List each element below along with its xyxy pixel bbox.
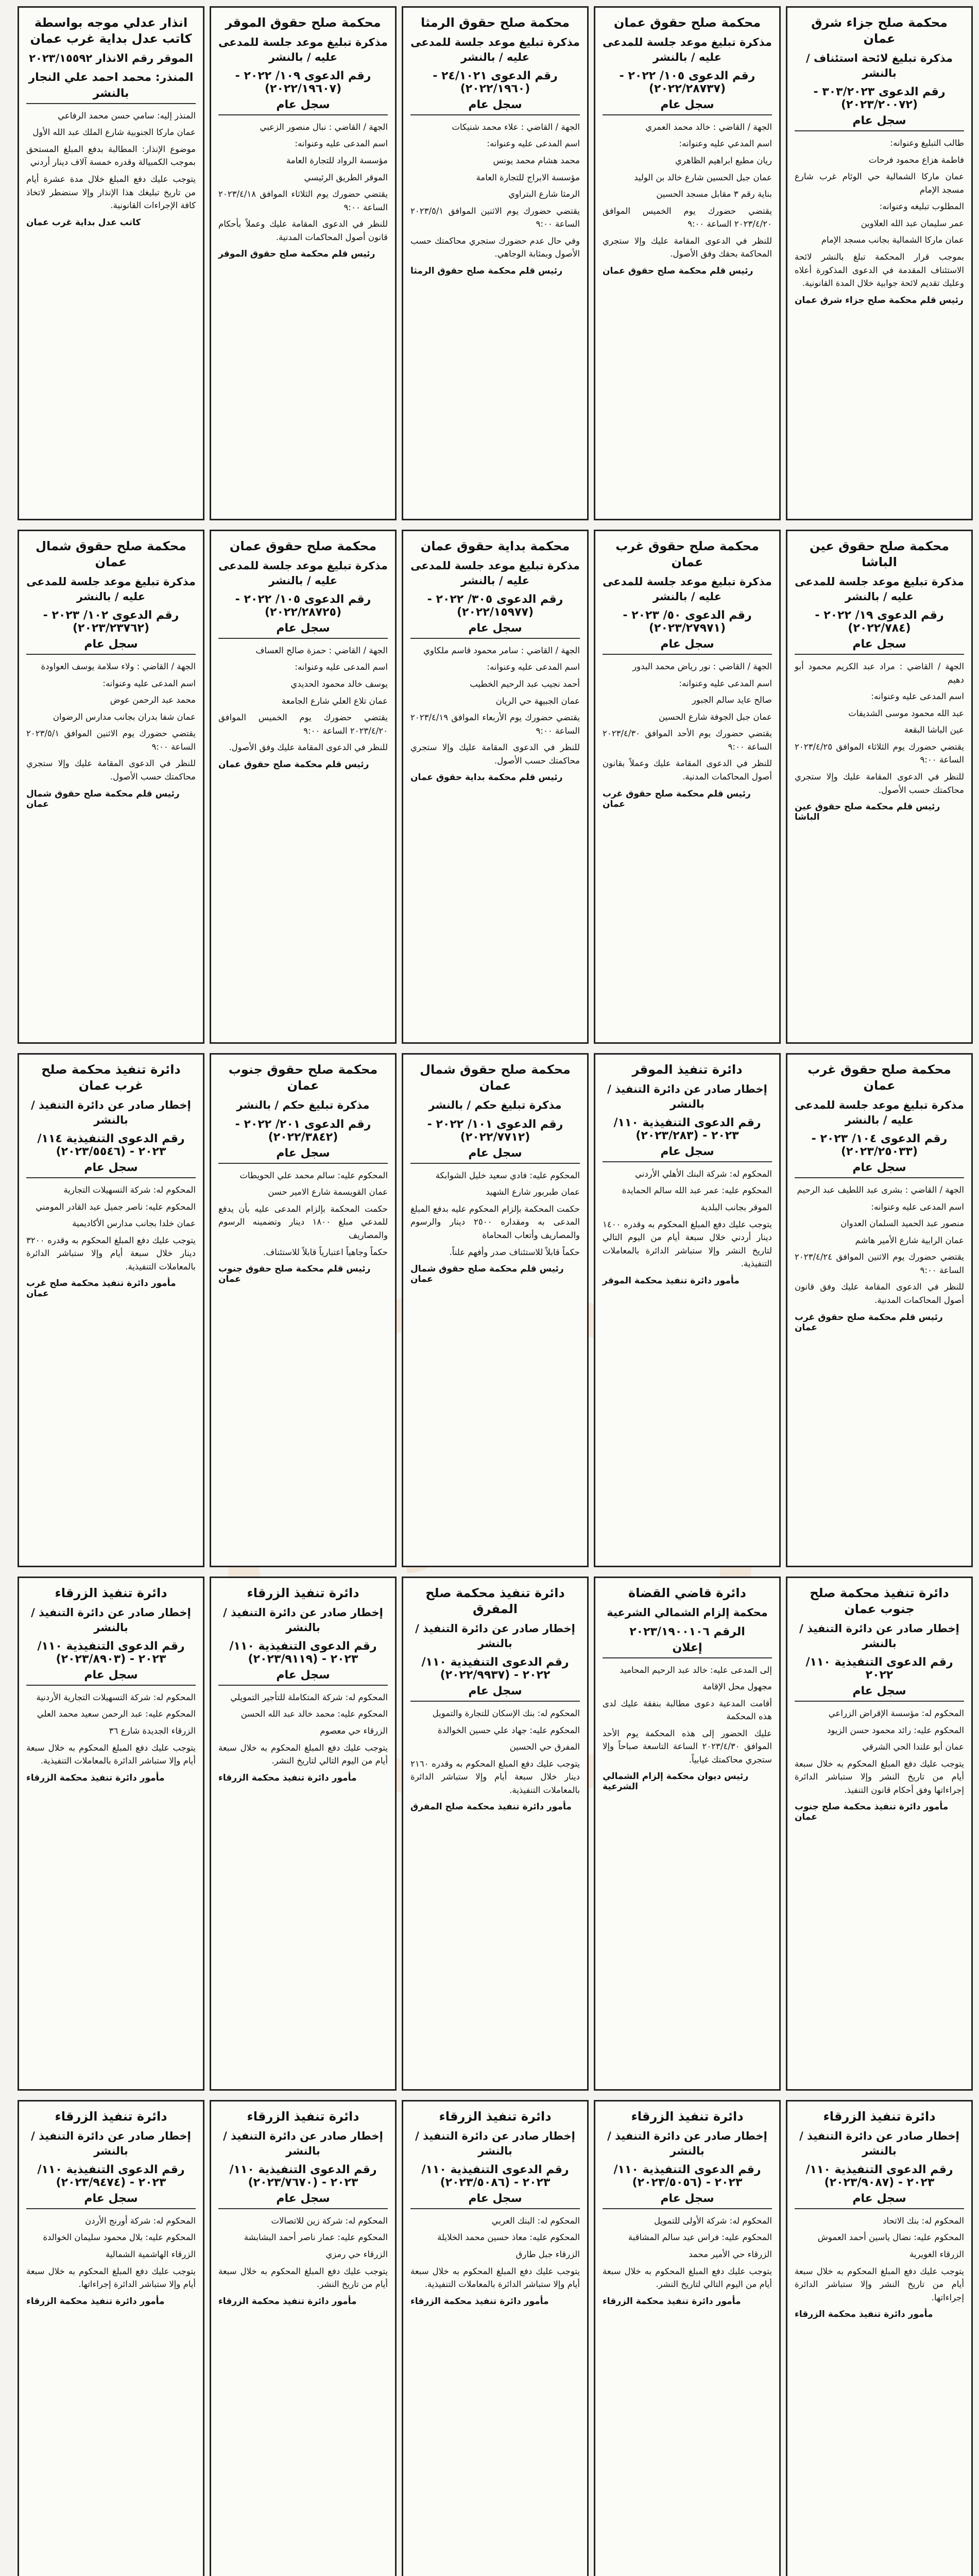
notice-court: دائرة تنفيذ الزرقاء: [55, 2109, 167, 2124]
notice-court: دائرة تنفيذ الزرقاء: [247, 2109, 359, 2124]
notice-register: سجل عام: [218, 2192, 388, 2209]
notice-line: للنظر في الدعوى المقامة عليك وإلا ستجري محاكمتك حسب الأصول.: [795, 772, 964, 795]
notice-case-number: رقم الدعوى ١٠٩/ ٢٠٢٢ - (٢٠٢٢/١٩٦٠٧): [235, 69, 371, 95]
notice-line: يتوجب عليك دفع المبلغ المحكوم به خلال سبعة أيام من اليوم التالي لتاريخ النشر.: [218, 1742, 388, 1766]
notice-register: سجل عام: [218, 622, 388, 639]
notice-case-number: رقم الدعوى ١٠١/ ٢٠٢٢ - (٢٠٢٢/٧٧١٢): [427, 1117, 563, 1144]
notice-case-number: رقم الدعوى التنفيذية ١١٠/ ٢٠٢٣ - (٢٠٢٣/٧٦٧٠): [229, 2163, 377, 2189]
notice-line: المحكوم له: شركة التسهيلات التجارية الأردنية: [36, 1692, 196, 1702]
notice-subject: إخطار صادر عن دائرة التنفيذ / بالنشر: [799, 1622, 959, 1650]
notice-line: للنظر في الدعوى المقامة عليك وعملاً بأحكام قانون أصول المحاكمات المدنية.: [218, 219, 388, 242]
notice-subject: إخطار صادر عن دائرة التنفيذ / بالنشر: [31, 1099, 191, 1126]
notice-line: طالب التبليغ وعنوانه:: [890, 138, 964, 148]
notice-line: صالح عايد سالم الجبور: [692, 695, 772, 705]
notice-line: يتوجب عليك دفع المبلغ المحكوم به خلال سبعة أيام من تاريخ النشر.: [218, 2266, 388, 2290]
notice-line: يتوجب عليك دفع المبلغ المحكوم به خلال سبعة أيام وإلا ستباشر الدائرة إجراءاتها.: [26, 2266, 196, 2290]
notice-signature: رئيس قلم محكمة صلح حقوق غرب عمان: [795, 1312, 943, 1333]
notice-line: عمان تلاع العلي شارع الجامعة: [281, 696, 388, 706]
notice-line: يتوجب عليك دفع المبلغ المحكوم به وقدره ٣٢٠٠ دينار خلال سبعة أيام وإلا ستباشر الدائرة بالمعاملات التنفيذية.: [26, 1235, 196, 1272]
notice-line: يتوجب عليك دفع المبلغ المحكوم به خلال سبعة أيام وإلا ستباشر الدائرة بالمعاملات التنفيذية.: [26, 1742, 196, 1766]
notice-subject: إخطار صادر عن دائرة التنفيذ / بالنشر: [415, 2130, 575, 2157]
notice-case-number: الرقم ٢٠٢٣/١٩٠٠١٠٦: [629, 1625, 745, 1638]
legal-notice: [786, 1577, 973, 2091]
notice-court: محكمة صلح حقوق الرمثا: [420, 15, 570, 30]
notice-signature: مأمور دائرة تنفيذ محكمة الموقر: [603, 1275, 740, 1286]
notice-line: المحكوم له: شركة الأولى للتمويل: [654, 2215, 772, 2226]
notice-subject: مذكرة تبليغ موعد جلسة للمدعى عليه / بالنشر: [410, 36, 580, 63]
notice-register: سجل عام: [795, 2192, 964, 2209]
notice-subject: مذكرة تبليغ موعد جلسة للمدعى عليه / بالنشر: [603, 36, 772, 63]
notice-signature: مأمور دائرة تنفيذ محكمة الزرقاء: [218, 1772, 357, 1783]
notice-line: المحكوم له: بنك الاتحاد: [883, 2215, 964, 2226]
notice-case-number: رقم الدعوى ٢٠١/ ٢٠٢٢ - (٢٠٢٢/٣٨٤٢): [235, 1117, 371, 1144]
notice-line: عمان ماركا الجنوبية شارع الملك عبد الله الأول: [32, 127, 196, 138]
notice-line: الجهة / القاضي : خالد محمد العمري: [645, 122, 772, 132]
legal-notice: [402, 1577, 589, 2091]
notice-subject: مذكرة تبليغ لائحة استئناف / بالنشر: [806, 52, 953, 79]
notice-register: سجل عام: [218, 1669, 388, 1686]
notice-court: محكمة صلح حقوق عين الباشا: [810, 539, 949, 570]
notice-line: اسم المدعى عليه وعنوانه:: [487, 662, 580, 672]
notice-line: بناية رقم ٣ مقابل مسجد الحسين: [656, 189, 772, 199]
notice-line: الزرقاء حي معصوم: [320, 1726, 388, 1736]
notice-line: عمان شفا بدران بجانب مدارس الرضوان: [53, 711, 196, 722]
notice-line: يقتضي حضورك يوم الثلاثاء الموافق ٢٠٢٣/٤/١٨ الساعة ٩:٠٠: [218, 189, 388, 212]
notice-line: للنظر في الدعوى المقامة عليك وإلا ستجري المحاكمة بحقك وفق الأصول.: [603, 235, 772, 259]
notice-court: محكمة صلح حقوق جنوب عمان: [228, 1062, 378, 1093]
notice-case-number: رقم الدعوى التنفيذية ١١٠/ ٢٠٢٣ - (٢٠٢٣/٨٩٠٣): [37, 1639, 185, 1666]
notice-line: موضوع الإنذار: المطالبة بدفع المبلغ المستحق بموجب الكمبيالة وقدره خمسة آلاف دينار أردني: [26, 144, 196, 167]
notice-subject: مذكرة تبليغ موعد جلسة للمدعى عليه / بالنشر: [218, 560, 388, 587]
legal-notice: [786, 6, 973, 520]
notice-line: يقتضي حضورك يوم الاثنين الموافق ٢٠٢٣/٤/٢٤ الساعة ٩:٠٠: [795, 1252, 964, 1275]
notice-register: سجل عام: [410, 1147, 580, 1164]
notice-court: محكمة بداية حقوق عمان: [420, 539, 570, 553]
notice-court: محكمة صلح حقوق غرب عمان: [615, 539, 759, 570]
notice-line: المحكوم له: شركة أورنج الأردن: [85, 2215, 196, 2226]
notice-register: سجل عام: [26, 2192, 196, 2209]
notice-signature: مأمور دائرة تنفيذ محكمة الزرقاء: [26, 1772, 165, 1783]
notice-signature: مأمور دائرة تنفيذ محكمة الزرقاء: [795, 2309, 933, 2320]
notice-register: بالنشر: [26, 87, 196, 104]
notice-line: الجهة / القاضي : علاء محمد شنيكات: [452, 122, 580, 132]
notice-line: منصور عبد الحميد السلمان العدوان: [840, 1218, 964, 1229]
notice-signature: مأمور دائرة تنفيذ محكمة صلح جنوب عمان: [795, 1802, 949, 1823]
notice-court: دائرة تنفيذ الزرقاء: [823, 2109, 936, 2124]
notice-line: ريان مطيع ابراهيم الظاهري: [675, 156, 772, 165]
notice-signature: رئيس قلم محكمة صلح حقوق عين الباشا: [795, 802, 940, 823]
notice-line: الجهة / القاضي : ولاء سلامة يوسف العواودة: [41, 662, 196, 672]
notice-line: يقتضي حضورك يوم الاثنين الموافق ٢٠٢٣/٥/١ الساعة ٩:٠٠: [410, 206, 580, 229]
notice-line: عمان أبو علندا الحي الشرقي: [862, 1742, 964, 1752]
notice-line: يتوجب عليك دفع المبلغ المحكوم به وقدره ٢١٦٠ دينار خلال سبعة أيام وإلا ستباشر الدائرة بالمعاملات التنفيذية.: [410, 1758, 580, 1795]
notice-case-number: رقم الدعوى ١٠٥/ ٢٠٢٢ - (٢٠٢٢/٢٨٧٣٧): [619, 69, 755, 95]
notice-line: حكمت المحكمة بإلزام المحكوم عليه بدفع المبلغ المدعى به ومقداره ٢٥٠٠ دينار والرسوم والمصاريف وأتعاب المحاماة: [410, 1204, 580, 1240]
notice-line: الزرقاء الجديدة شارع ٣٦: [109, 1726, 196, 1736]
notice-line: فاطمة هزاع محمود فرحات: [868, 155, 964, 165]
notice-signature: رئيس قلم محكمة صلح حقوق شمال عمان: [410, 1264, 564, 1285]
notice-court: محكمة صلح حقوق الموقر: [225, 15, 381, 30]
notice-line: يقتضي حضورك يوم الأحد الموافق ٢٠٢٣/٤/٣٠ الساعة ٩:٠٠: [603, 728, 772, 752]
notice-register: سجل عام: [410, 98, 580, 115]
notice-court: دائرة تنفيذ الزرقاء: [247, 1586, 359, 1600]
notice-line: الموقر الطريق الرئيسي: [304, 172, 388, 182]
legal-notice: [594, 1577, 781, 2091]
notice-line: المحكوم عليه: محمد خالد عبد الله الحسن: [241, 1709, 388, 1719]
notice-signature: مأمور دائرة تنفيذ محكمة الزرقاء: [410, 2296, 549, 2307]
notice-subject: الموقر رقم الانذار ٢٠٢٣/١٥٥٩٢: [29, 52, 193, 65]
notice-line: المفرق حي الحسين: [509, 1742, 580, 1752]
legal-notice: [594, 530, 781, 1044]
notice-subject: مذكرة تبليغ حكم / بالنشر: [236, 1099, 370, 1112]
legal-notice: [210, 1577, 397, 2091]
notice-court: دائرة تنفيذ محكمة صلح جنوب عمان: [810, 1586, 949, 1617]
notice-line: المحكوم عليه: عبد الرحمن سعيد محمد العلي: [37, 1709, 196, 1719]
notice-register: سجل عام: [410, 1685, 580, 1702]
notice-signature: رئيس قلم محكمة بداية حقوق عمان: [410, 772, 563, 783]
notice-signature: مأمور دائرة تنفيذ محكمة الزرقاء: [218, 2296, 357, 2307]
notice-line: للنظر في الدعوى المقامة عليك وإلا ستجري محاكمتك حسب الأصول.: [26, 758, 196, 782]
notice-line: للنظر في الدعوى المقامة عليك وعملاً بقانون أصول المحاكمات المدنية.: [603, 758, 772, 782]
notice-signature: رئيس قلم محكمة صلح حقوق شمال عمان: [26, 788, 180, 809]
notice-case-number: رقم الدعوى ١٠٢/ ٢٠٢٣ - (٢٠٢٣/٢٣٧٦٢): [43, 609, 179, 635]
legal-notice: [210, 6, 397, 520]
notice-line: الرمثا شارع البتراوي: [508, 189, 580, 199]
legal-notice: [402, 2100, 589, 2576]
notice-register: سجل عام: [26, 1161, 196, 1178]
notice-line: عمان طبربور شارع الشهيد: [486, 1187, 580, 1197]
notice-line: يتوجب عليك دفع المبلغ المحكوم به وقدره ١٤٠٠ دينار أردني خلال سبعة أيام من اليوم التالي لتاريخ النشر وإلا ستباشر الدائرة بالمعاملات التنفيذية.: [603, 1219, 772, 1269]
notice-court: دائرة قاضي القضاة: [628, 1586, 746, 1600]
notice-line: عمان الجبيهة حي الريان: [495, 696, 580, 706]
notice-line: المحكوم عليه: رائد محمود حسن الزيود: [827, 1725, 964, 1735]
notice-register: سجل عام: [603, 638, 772, 655]
notice-signature: كاتب عدل بداية غرب عمان: [26, 217, 141, 228]
notice-line: حكمت المحكمة بإلزام المدعى عليه بأن يدفع للمدعي مبلغ ١٨٠٠ دينار وتضمينه الرسوم والمصاريف: [218, 1204, 388, 1240]
notice-line: إلى المدعى عليه: خالد عبد الرحيم المحاميد: [620, 1665, 772, 1675]
notice-line: المحكوم عليه: جهاد علي حسين الخوالدة: [438, 1725, 580, 1735]
notice-line: مؤسسة الابراج للتجارة العامة: [476, 172, 580, 182]
notice-case-number: رقم الدعوى التنفيذية ١١٠/ ٢٠٢٣ - (٢٠٢٣/٥٠٨٦): [421, 2163, 569, 2189]
notice-court: دائرة تنفيذ محكمة صلح غرب عمان: [41, 1062, 181, 1093]
notice-line: اسم المدعى عليه وعنوانه:: [295, 662, 388, 672]
notice-register: سجل عام: [795, 114, 964, 131]
notice-case-number: رقم الدعوى التنفيذية ١١٠/ ٢٠٢٣ - (٢٠٢٣/٩٤٧٤): [37, 2163, 185, 2189]
legal-notice: [18, 6, 204, 520]
legal-notice: [402, 530, 589, 1044]
notice-signature: رئيس قلم محكمة صلح حقوق جنوب عمان: [218, 1264, 371, 1285]
notice-subject: إخطار صادر عن دائرة التنفيذ / بالنشر: [223, 2130, 383, 2157]
notice-line: عمان جبل الجوفة شارع الحسين: [659, 711, 772, 722]
notice-line: اسم المدعى عليه وعنوانه:: [487, 139, 580, 149]
notice-line: عين الباشا البقعة: [904, 725, 964, 735]
notice-register: سجل عام: [218, 1147, 388, 1164]
notice-line: يقتضي حضورك يوم الثلاثاء الموافق ٢٠٢٣/٤/٢٥ الساعة ٩:٠٠: [795, 741, 964, 765]
legal-notice: [210, 530, 397, 1044]
notice-line: المحكوم له: شركة البنك الأهلي الأردني: [635, 1168, 772, 1179]
notice-case-number: رقم الدعوى ٥٠/ ٢٠٢٣ - (٢٠٢٣/٢٧٩٧١): [623, 609, 752, 635]
notice-line: بموجب قرار المحكمة تبلغ بالنشر لائحة الاستئناف المقدمة في الدعوى المذكورة أعلاه وعليك تقديم لائحة جوابية خلال المدة القانونية.: [795, 252, 964, 289]
notice-line: اسم المدعى عليه وعنوانه:: [871, 1201, 964, 1212]
notice-court: محكمة صلح حقوق عمان: [613, 15, 761, 30]
notice-line: المحكوم عليه: فراس عيد سالم المشاقبة: [628, 2232, 772, 2243]
notice-court: محكمة صلح حقوق غرب عمان: [808, 1062, 951, 1093]
notice-case-number: رقم الدعوى التنفيذية ١١٠/ ٢٠٢٣ - (٢٠٢٣/٥٠٥٦): [613, 2163, 761, 2189]
legal-notice: [786, 2100, 973, 2576]
notice-case-number: رقم الدعوى ٣٠٥/ ٢٠٢٢ - (٢٠٢٢/١٥٩٧٧): [427, 592, 563, 619]
notice-line: اسم المدعى عليه وعنوانه:: [295, 139, 388, 149]
notice-register: سجل عام: [26, 638, 196, 655]
notice-line: اسم المدعى عليه وعنوانه:: [679, 678, 772, 688]
notice-subject: إخطار صادر عن دائرة التنفيذ / بالنشر: [223, 1606, 383, 1634]
legal-notice: [402, 6, 589, 520]
notice-line: الجهة / القاضي : بشرى عبد اللطيف عبد الرحيم: [797, 1185, 964, 1195]
notice-subject: إخطار صادر عن دائرة التنفيذ / بالنشر: [799, 2130, 959, 2157]
notice-line: يقتضي حضورك يوم الخميس الموافق ٢٠٢٣/٤/٢٠ الساعة ٩:٠٠: [218, 713, 388, 736]
notice-line: أقامت المدعية دعوى مطالبة بنفقة عليك لدى هذه المحكمة: [603, 1698, 772, 1722]
notice-line: اسم المدعي عليه وعنوانه:: [679, 139, 772, 149]
notice-register: سجل عام: [795, 1685, 964, 1702]
notice-subject: مذكرة تبليغ موعد جلسة للمدعى عليه / بالنشر: [410, 560, 580, 587]
notice-subject: مذكرة تبليغ حكم / بالنشر: [428, 1099, 562, 1112]
notice-court: دائرة تنفيذ محكمة صلح المفرق: [425, 1586, 565, 1617]
notice-line: يتوجب عليك دفع المبلغ المحكوم به خلال سبعة أيام من تاريخ النشر وإلا ستباشر الدائرة إجراءاتها.: [795, 2266, 964, 2302]
notice-signature: رئيس ديوان محكمة إلزام الشمالي الشرعية: [603, 1771, 749, 1792]
notice-signature: مأمور دائرة تنفيذ محكمة صلح غرب عمان: [26, 1278, 176, 1299]
notice-case-number: رقم الدعوى التنفيذية ١١٤/ ٢٠٢٣ - (٢٠٢٣/٥٥٤٦): [37, 1132, 185, 1159]
notice-line: الجهة / القاضي : حمزة صالح العساف: [255, 645, 388, 655]
notice-signature: مأمور دائرة تنفيذ محكمة صلح المفرق: [410, 1802, 572, 1812]
notice-line: للنظر في الدعوى المقامة عليك وفق قانون أصول المحاكمات المدنية.: [795, 1282, 964, 1305]
notice-court: محكمة صلح حقوق عمان: [229, 539, 377, 553]
notice-court: دائرة تنفيذ الموقر: [632, 1062, 743, 1077]
notice-subject: مذكرة تبليغ موعد جلسة للمدعى عليه / بالنشر: [795, 1099, 964, 1126]
notice-line: محمد هشام محمد يونس: [493, 156, 580, 165]
notice-line: المنذر إليه: سامي حسن محمد الرفاعي: [58, 110, 196, 121]
notice-line: عمان خلدا بجانب مدارس الأكاديمية: [72, 1218, 196, 1229]
notice-subject: محكمة إلزام الشمالي الشرعية: [607, 1606, 768, 1619]
notice-signature: رئيس قلم محكمة صلح جزاء شرق عمان: [795, 295, 964, 306]
notice-line: اسم المدعى عليه وعنوانه:: [102, 678, 196, 688]
notice-subject: مذكرة تبليغ موعد جلسة للمدعى عليه / بالنشر: [603, 575, 772, 603]
notice-subject: إخطار صادر عن دائرة التنفيذ / بالنشر: [31, 1606, 191, 1634]
legal-notice: [18, 1577, 204, 2091]
legal-notice: [402, 1053, 589, 1567]
legal-notice: [18, 2100, 204, 2576]
notice-register: سجل عام: [795, 638, 964, 655]
legal-notice: [594, 2100, 781, 2576]
notice-case-number: رقم الدعوى ١٠٤/ ٢٠٢٣ - (٢٠٢٣/٢٥٠٣٣): [811, 1132, 948, 1159]
notice-case-number: رقم الدعوى ٢٤/١٠٢١ - (٢٠٢٢/١٩٦٠): [433, 69, 558, 95]
notice-signature: رئيس قلم محكمة صلح حقوق الرمثا: [410, 265, 563, 276]
notice-line: أحمد نجيب عبد الرحيم الخطيب: [470, 679, 580, 689]
notice-register: سجل عام: [218, 98, 388, 115]
notice-line: عمان جبل الحسين شارع خالد بن الوليد: [634, 172, 772, 182]
notice-case-number: رقم الدعوى ١٩/ ٢٠٢٢ - (٢٠٢٢/٧٨٤): [815, 609, 944, 635]
notice-line: عمان القويسمة شارع الامير حسن: [268, 1187, 388, 1197]
notice-court: محكمة صلح جزاء شرق عمان: [811, 15, 948, 46]
legal-notice: [594, 6, 781, 520]
notice-case-number: المنذر: محمد احمد علي النجار: [28, 71, 194, 84]
notice-signature: رئيس قلم محكمة صلح حقوق عمان: [218, 759, 369, 770]
notice-line: يقتضي حضورك يوم الأربعاء الموافق ٢٠٢٣/٤/١٩ الساعة ٩:٠٠: [410, 713, 580, 736]
legal-notice: [786, 1053, 973, 1567]
notice-subject: مذكرة تبليغ موعد جلسة للمدعى عليه / بالنشر: [218, 36, 388, 63]
notice-court: دائرة تنفيذ الزرقاء: [439, 2109, 552, 2124]
notice-register: سجل عام: [795, 1161, 964, 1178]
notice-signature: مأمور دائرة تنفيذ محكمة الزرقاء: [603, 2296, 741, 2307]
notice-signature: رئيس قلم محكمة صلح حقوق عمان: [603, 265, 753, 276]
legal-notice: [210, 1053, 397, 1567]
notice-register: سجل عام: [26, 1669, 196, 1686]
notice-case-number: رقم الدعوى ٣٠٣/٢٠٢٣ - (٢٠٢٣/٢٠٠٧٢): [813, 86, 946, 112]
notice-line: عمر سليمان عبد الله العلاوين: [861, 218, 964, 228]
notice-line: الجهة / القاضي : نور رياض محمد البدور: [632, 662, 772, 672]
notice-line: الزرقاء حي رمزي: [325, 2249, 388, 2259]
notice-line: المحكوم له: بنك الإسكان للتجارة والتمويل: [432, 1708, 580, 1719]
notice-line: يقتضي حضورك يوم الخميس الموافق ٢٠٢٣/٤/٢٠ الساعة ٩:٠٠: [603, 206, 772, 229]
notice-line: عليك الحضور إلى هذه المحكمة يوم الأحد الموافق ٢٠٢٣/٤/٣٠ الساعة التاسعة صباحاً وإلا ستجري محاكمتك غيابياً.: [603, 1728, 772, 1765]
notice-line: المحكوم له: مؤسسة الإقراض الزراعي: [828, 1708, 964, 1719]
notice-line: وفي حال عدم حضورك ستجري محاكمتك حسب الأصول وبمثابة الوجاهي.: [410, 235, 580, 259]
notice-line: المحكوم عليه: سالم محمد علي الحويطات: [239, 1170, 388, 1180]
notice-line: المحكوم عليه: بلال محمود سليمان الخوالدة: [43, 2232, 196, 2243]
notice-line: الجهة / القاضي : سامر محمود قاسم ملكاوي: [423, 645, 580, 655]
notice-line: المحكوم عليه: عمر عبد الله سالم الحمايدة: [622, 1185, 772, 1196]
notice-line: اسم المدعى عليه وعنوانه:: [871, 691, 964, 702]
notice-register: سجل عام: [603, 1145, 772, 1162]
notice-case-number: رقم الدعوى التنفيذية ١١٠/ ٢٠٢٢: [805, 1656, 953, 1682]
notice-line: عبد الله محمود موسى الشديفات: [848, 708, 964, 718]
notice-court: دائرة تنفيذ الزرقاء: [631, 2109, 744, 2124]
notice-signature: رئيس قلم محكمة صلح حقوق الموقر: [218, 249, 375, 260]
notice-line: يوسف خالد محمود الحديدي: [290, 679, 388, 689]
notice-line: المحكوم له: البنك العربي: [491, 2215, 580, 2226]
notice-register: سجل عام: [603, 2192, 772, 2209]
notice-line: عمان ماركا الشمالية بجانب مسجد الإمام: [821, 235, 964, 245]
notice-line: يتوجب عليك دفع المبلغ خلال مدة عشرة أيام من تاريخ تبليغك هذا الإنذار وإلا سنضطر لاتخاذ كافة الإجراءات القانونية.: [26, 174, 196, 211]
notice-signature: مأمور دائرة تنفيذ محكمة الزرقاء: [26, 2296, 165, 2307]
notice-line: الجهة / القاضي : مراد عبد الكريم محمود أبو دهيم: [795, 662, 964, 685]
legal-notice: [18, 530, 204, 1044]
notice-subject: إخطار صادر عن دائرة التنفيذ / بالنشر: [31, 2130, 191, 2157]
notice-case-number: رقم الدعوى التنفيذية ١١٠/ ٢٠٢٣ - (٢٠٢٣/٩١١٩): [229, 1639, 377, 1666]
notice-line: الزرقاء الغويرية: [909, 2249, 964, 2259]
notice-line: المحكوم عليه: فادي سعيد خليل الشوابكة: [435, 1170, 580, 1180]
notices-grid: [6, 6, 973, 2576]
notice-court: محكمة صلح حقوق شمال عمان: [36, 539, 186, 570]
legal-notice: [594, 1053, 781, 1567]
notice-court: دائرة تنفيذ الزرقاء: [55, 1586, 167, 1600]
notice-line: يتوجب عليك دفع المبلغ المحكوم به خلال سبعة أيام من اليوم التالي لتاريخ النشر.: [603, 2266, 772, 2290]
notice-signature: رئيس قلم محكمة صلح حقوق غرب عمان: [603, 788, 751, 809]
notice-register: سجل عام: [603, 98, 772, 115]
notice-register: إعلان: [603, 1641, 772, 1658]
notice-line: عمان الرابية شارع الأمير هاشم: [855, 1235, 964, 1245]
legal-notice: [18, 1053, 204, 1567]
notice-subject: مذكرة تبليغ موعد جلسة للمدعى عليه / بالنشر: [795, 575, 964, 603]
notice-line: المحكوم له: شركة زين للاتصالات: [271, 2215, 388, 2226]
notice-line: المحكوم له: شركة المتكاملة للتأجير التمويلي: [230, 1692, 388, 1702]
notice-line: مؤسسة الرواد للتجارة العامة: [286, 156, 388, 165]
notice-line: المحكوم عليه: معاذ حسين محمد الخلايلة: [437, 2232, 580, 2243]
notice-line: للنظر في الدعوى المقامة عليك وإلا ستجري محاكمتك حسب الأصول.: [410, 742, 580, 766]
notice-line: الموقر بجانب البلدية: [700, 1202, 772, 1212]
notice-line: المحكوم عليه: نضال ياسين أحمد العموش: [817, 2232, 964, 2243]
notice-case-number: رقم الدعوى التنفيذية ١١٠/ ٢٠٢٢ - (٢٠٢٢/٩٩٣٧): [421, 1656, 569, 1682]
notice-subject: إخطار صادر عن دائرة التنفيذ / بالنشر: [415, 1622, 575, 1650]
notice-register: سجل عام: [410, 622, 580, 639]
notice-line: المطلوب تبليغه وعنوانه:: [879, 201, 964, 212]
notice-subject: إخطار صادر عن دائرة التنفيذ / بالنشر: [607, 2130, 767, 2157]
notice-case-number: رقم الدعوى التنفيذية ١١٠/ ٢٠٢٣ - (٢٠٢٣/٩٠٨٧): [805, 2163, 953, 2189]
notice-subject: مذكرة تبليغ موعد جلسة للمدعى عليه / بالنشر: [26, 575, 196, 603]
notice-line: الزرقاء حي الأمير محمد: [689, 2249, 772, 2259]
legal-notice: [210, 2100, 397, 2576]
notice-line: محمد عبد الرحمن عوض: [110, 695, 196, 705]
notice-line: يتوجب عليك دفع المبلغ المحكوم به خلال سبعة أيام وإلا ستباشر الدائرة بالمعاملات التنفيذية.: [410, 2266, 580, 2290]
legal-notice: [786, 530, 973, 1044]
notice-line: الزرقاء جبل طارق: [516, 2249, 580, 2259]
notice-line: يقتضي حضورك يوم الاثنين الموافق ٢٠٢٣/٥/١ الساعة ٩:٠٠: [26, 728, 196, 752]
notice-register: سجل عام: [410, 2192, 580, 2209]
notice-line: الجهة / القاضي : نبال منصور الزعبي: [260, 122, 388, 132]
notice-line: المحكوم عليه: ناصر جميل عبد القادر المومني: [36, 1201, 196, 1212]
notice-court: انذار عدلي موجه بواسطة كاتب عدل بداية غرب عمان: [30, 15, 192, 46]
notice-line: حكماً وجاهياً اعتبارياً قابلاً للاستئناف.: [263, 1247, 388, 1257]
notice-line: المحكوم عليه: عمار ناصر أحمد البشابشة: [244, 2232, 388, 2243]
notice-line: حكماً قابلاً للاستئناف صدر وأفهم علناً.: [449, 1247, 580, 1257]
notice-case-number: رقم الدعوى التنفيذية ١١٠/ ٢٠٢٣ - (٢٠٢٣/٢٨٣): [613, 1116, 761, 1142]
notice-line: عمان ماركا الشمالية حي الوئام غرب شارع مسجد الإمام: [795, 172, 964, 195]
notice-line: المحكوم له: شركة التسهيلات التجارية: [63, 1185, 196, 1195]
notice-line: للنظر في الدعوى المقامة عليك وفق الأصول.: [229, 742, 388, 753]
notice-court: محكمة صلح حقوق شمال عمان: [420, 1062, 571, 1093]
notice-case-number: رقم الدعوى ١٠٥/ ٢٠٢٢ - (٢٠٢٢/٢٨٧٢٥): [235, 592, 371, 619]
notice-subject: إخطار صادر عن دائرة التنفيذ / بالنشر: [607, 1083, 767, 1110]
notice-line: مجهول محل الإقامة: [702, 1682, 772, 1692]
notice-line: الزرقاء الهاشمية الشمالية: [105, 2249, 196, 2259]
notice-line: يتوجب عليك دفع المبلغ المحكوم به خلال سبعة أيام من تاريخ النشر وإلا ستباشر الدائرة إجراءاتها وفق أحكام قانون التنفيذ.: [795, 1758, 964, 1795]
